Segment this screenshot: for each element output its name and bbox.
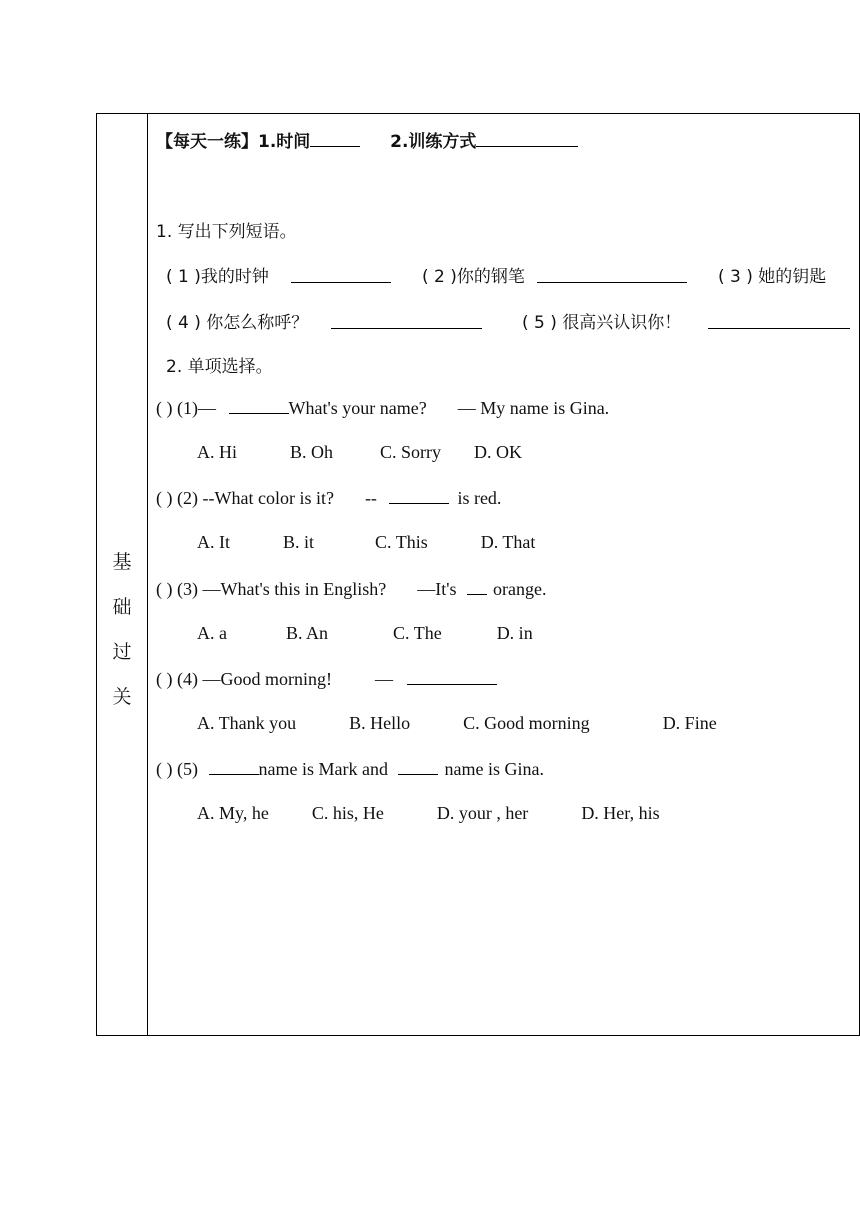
table-border-bottom bbox=[96, 1035, 860, 1036]
option[interactable]: C. The bbox=[393, 623, 442, 643]
item-text: 她的钥匙 bbox=[758, 267, 827, 287]
question-text: is red. bbox=[457, 488, 502, 508]
question-number: (4) —Good morning! bbox=[177, 669, 332, 689]
answer-blank-2[interactable] bbox=[537, 266, 687, 283]
section2-title: 2. 单项选择。 bbox=[166, 357, 273, 377]
answer-paren[interactable]: ( ) bbox=[156, 488, 173, 508]
option[interactable]: B. it bbox=[283, 532, 315, 552]
section1-title: 1. 写出下列短语。 bbox=[156, 222, 297, 242]
phrase-item-2 bbox=[422, 262, 525, 287]
question-blank[interactable] bbox=[389, 487, 449, 504]
question-number: (1)— bbox=[177, 398, 216, 418]
side-label-char: 础 bbox=[112, 596, 132, 618]
phrase-item-5 bbox=[522, 308, 681, 333]
side-label-char: 过 bbox=[112, 641, 132, 663]
question-3 bbox=[156, 578, 546, 600]
option[interactable]: B. Hello bbox=[349, 713, 411, 733]
table-border-left bbox=[96, 113, 97, 1036]
options-1 bbox=[197, 442, 522, 463]
answer-paren[interactable]: ( ) bbox=[156, 398, 173, 418]
question-5 bbox=[156, 758, 544, 780]
table-column-divider bbox=[147, 113, 148, 1036]
option[interactable]: A. It bbox=[197, 532, 230, 552]
option[interactable]: D. your , her bbox=[436, 803, 529, 823]
option[interactable]: C. his, He bbox=[311, 803, 384, 823]
side-label bbox=[110, 540, 134, 720]
option[interactable]: D. OK bbox=[474, 442, 523, 462]
question-blank[interactable] bbox=[209, 758, 259, 775]
side-label-char: 关 bbox=[112, 686, 132, 708]
option[interactable]: A. a bbox=[197, 623, 227, 643]
table-border-top bbox=[96, 113, 860, 114]
option[interactable]: D. Her, his bbox=[581, 803, 660, 823]
question-blank[interactable] bbox=[398, 758, 438, 775]
header-prefix: 【每天一练】1.时间 bbox=[156, 132, 311, 152]
question-text: orange. bbox=[492, 579, 547, 599]
options-5 bbox=[197, 803, 660, 824]
option[interactable]: C. Sorry bbox=[380, 442, 442, 462]
item-text: 很高兴认识你！ bbox=[562, 313, 682, 333]
options-4 bbox=[197, 713, 717, 734]
answer-blank-4[interactable] bbox=[331, 312, 482, 329]
method-blank[interactable] bbox=[476, 130, 578, 147]
options-2 bbox=[197, 532, 535, 553]
question-2 bbox=[156, 487, 501, 509]
options-3 bbox=[197, 623, 533, 644]
option[interactable]: D. That bbox=[480, 532, 536, 552]
answer-paren[interactable]: ( ) bbox=[156, 579, 173, 599]
question-reply: —It's bbox=[417, 579, 457, 599]
question-text: name is Mark and bbox=[258, 759, 388, 779]
question-reply: — My name is Gina. bbox=[457, 398, 610, 418]
option[interactable]: A. My, he bbox=[197, 803, 269, 823]
side-label-char: 基 bbox=[112, 551, 132, 573]
question-blank[interactable] bbox=[407, 668, 497, 685]
item-text: 我的时钟 bbox=[200, 267, 269, 287]
item-num: ( 2 ) bbox=[422, 267, 457, 287]
option[interactable]: B. Oh bbox=[290, 442, 334, 462]
question-number: (5) bbox=[177, 759, 198, 779]
item-text: 你的钢笔 bbox=[456, 267, 525, 287]
question-blank[interactable] bbox=[229, 397, 289, 414]
question-blank[interactable] bbox=[467, 578, 487, 595]
option[interactable]: A. Hi bbox=[197, 442, 237, 462]
option[interactable]: C. This bbox=[375, 532, 428, 552]
answer-blank-5[interactable] bbox=[708, 312, 850, 329]
option[interactable]: B. An bbox=[286, 623, 329, 643]
phrase-item-3 bbox=[718, 262, 826, 287]
phrase-item-4 bbox=[166, 308, 308, 333]
phrase-item-1 bbox=[166, 262, 269, 287]
answer-paren[interactable]: ( ) bbox=[156, 669, 173, 689]
item-num: ( 5 ) bbox=[522, 313, 557, 333]
question-1 bbox=[156, 397, 609, 419]
header-item2: 2.训练方式 bbox=[390, 132, 477, 152]
question-text: What's your name? bbox=[288, 398, 427, 418]
answer-paren[interactable]: ( ) bbox=[156, 759, 173, 779]
question-number: (3) —What's this in English? bbox=[177, 579, 387, 599]
option[interactable]: D. in bbox=[496, 623, 533, 643]
question-number: (2) --What color is it? bbox=[177, 488, 334, 508]
option[interactable]: D. Fine bbox=[662, 713, 717, 733]
answer-blank-1[interactable] bbox=[291, 266, 391, 283]
question-dash: -- bbox=[364, 488, 377, 508]
option[interactable]: C. Good morning bbox=[463, 713, 590, 733]
item-num: ( 3 ) bbox=[718, 267, 753, 287]
header-line bbox=[156, 127, 578, 152]
time-blank[interactable] bbox=[310, 130, 360, 147]
item-num: ( 1 ) bbox=[166, 267, 201, 287]
item-num: ( 4 ) bbox=[166, 313, 201, 333]
question-text: name is Gina. bbox=[444, 759, 544, 779]
question-reply: — bbox=[374, 669, 393, 689]
item-text: 你怎么称呼？ bbox=[206, 313, 309, 333]
option[interactable]: A. Thank you bbox=[197, 713, 297, 733]
question-4 bbox=[156, 668, 497, 690]
